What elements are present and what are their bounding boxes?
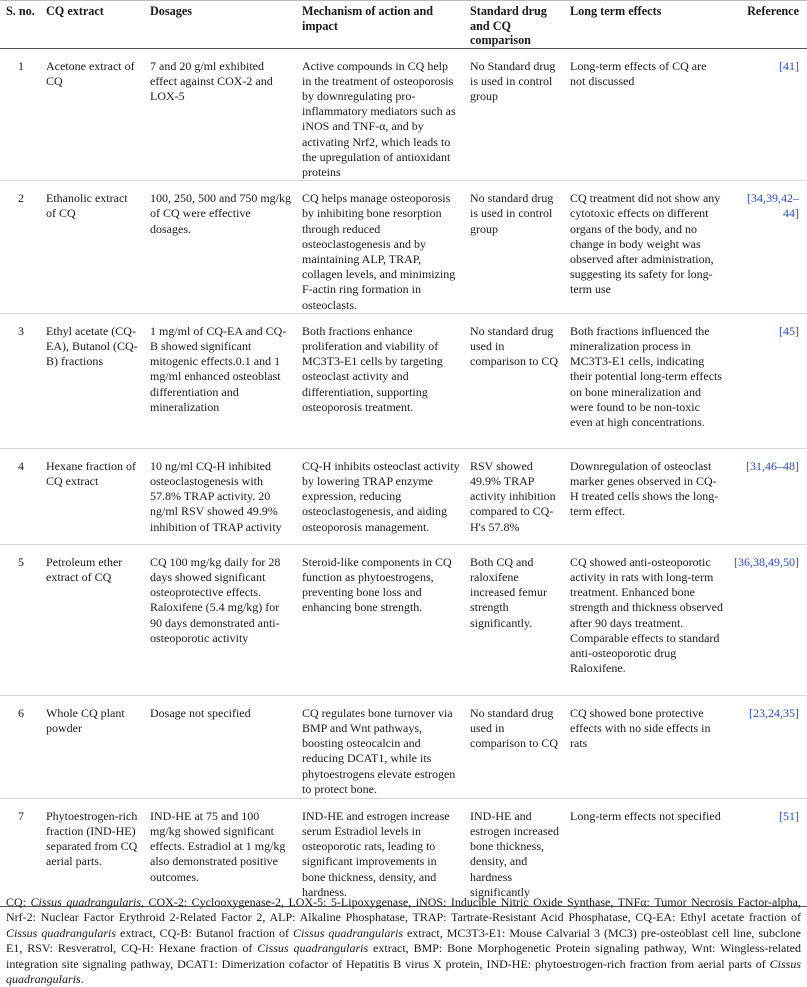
- cell-long-term: CQ treatment did not show any cytotoxic effects on different organs of the body, and no change in body weight was observed after administration, suggesting its safety for long-term use: [564, 181, 727, 314]
- reference-link[interactable]: [34,39,42–44]: [747, 191, 799, 221]
- cell-dosages: Dosage not specified: [144, 695, 296, 798]
- footnote-text: , COX-2: Cyclooxygenase-2, LOX-5: 5-Lipoxygenase, iNOS: Inducible Nitric Oxide Synthase, TNFα: Tumor Necrosis Factor-alpha, Nrf-2: Nuclear Factor Erythroid 2-Related Factor 2, ALP: Alkaline Phosphatase, TRAP: Tartrate-Resistant Acid Phosphatase, CQ-EA: Ethyl acetate fraction of: [6, 895, 801, 925]
- header-comparison: Standard drug and CQ comparison: [464, 1, 564, 49]
- cell-mechanism: Steroid-like components in CQ function as phytoestrogens, preventing bone loss and enhancing bone strength.: [296, 544, 464, 695]
- cell-long-term: CQ showed anti-osteoporotic activity in rats with long-term treatment. Enhanced bone strength and thickness observed after 90 days treatment. Comparable effects to standard anti-osteoporotic drug Raloxifene.: [564, 544, 727, 695]
- footnote-text: .: [80, 972, 84, 987]
- cell-sno: 7: [0, 798, 40, 906]
- cell-long-term: Downregulation of osteoclast marker genes observed in CQ-H treated cells shows the long-term effect.: [564, 448, 727, 544]
- cell-sno: 3: [0, 313, 40, 448]
- cell-reference: [727, 181, 807, 314]
- header-long-term: Long term effects: [564, 1, 727, 49]
- cell-sno: 2: [0, 181, 40, 314]
- table-row: [0, 181, 807, 314]
- header-extract: CQ extract: [40, 1, 144, 49]
- cell-extract: Hexane fraction of CQ extract: [40, 448, 144, 544]
- table-footnote: [6, 895, 801, 987]
- reference-link[interactable]: [36,38,49,50]: [734, 554, 799, 569]
- table-header-row: [0, 1, 807, 49]
- cell-reference: [727, 448, 807, 544]
- cell-comparison: RSV showed 49.9% TRAP activity inhibition compared to CQ-H's 57.8%: [464, 448, 564, 544]
- table-row: [0, 695, 807, 798]
- footnote-text: extract, CQ-B: Butanol fraction of: [116, 925, 294, 940]
- cell-reference: [727, 48, 807, 181]
- reference-link[interactable]: [45]: [779, 323, 799, 338]
- cell-comparison: No standard drug used in comparison to CQ: [464, 695, 564, 798]
- table-row: [0, 798, 807, 906]
- table-row: [0, 544, 807, 695]
- cell-dosages: 100, 250, 500 and 750 mg/kg of CQ were effective dosages.: [144, 181, 296, 314]
- cell-reference: [727, 695, 807, 798]
- cell-mechanism: CQ regulates bone turnover via BMP and Wnt pathways, boosting osteocalcin and reducing DCAT1, while its phytoestrogens elevate estrogen to protect bone.: [296, 695, 464, 798]
- cell-long-term: CQ showed bone protective effects with no side effects in rats: [564, 695, 727, 798]
- footnote-text: extract, MC3T3-E1: Mouse Calvarial 3 (MC3) pre-osteoblast cell line, subclone E1, RSV: Resveratrol, CQ-H: Hexane fraction of: [6, 925, 801, 956]
- reference-link[interactable]: [23,24,35]: [749, 705, 799, 720]
- footnote-species-name: Cissus quadrangularis: [30, 895, 142, 909]
- cell-mechanism: CQ helps manage osteoporosis by inhibiting bone resorption through reduced osteoclastogenesis and by maintaining ALP, TRAP, collagen levels, and minimizing F-actin ring formation in osteoclasts.: [296, 181, 464, 314]
- cell-extract: Acetone extract of CQ: [40, 48, 144, 181]
- cell-extract: Ethyl acetate (CQ-EA), Butanol (CQ-B) fractions: [40, 313, 144, 448]
- header-reference: Reference: [727, 1, 807, 49]
- cell-extract: Ethanolic extract of CQ: [40, 181, 144, 314]
- footnote-text: CQ:: [6, 895, 31, 909]
- cell-sno: 1: [0, 48, 40, 181]
- cell-dosages: CQ 100 mg/kg daily for 28 days showed significant osteoprotective effects. Raloxifene (5.4 mg/kg) for 90 days demonstrated anti-osteoporotic activity: [144, 544, 296, 695]
- cell-mechanism: Both fractions enhance proliferation and viability of MC3T3-E1 cells by targeting osteoclast activity and differentiation, supporting osteoporosis treatment.: [296, 313, 464, 448]
- cell-sno: 5: [0, 544, 40, 695]
- cell-dosages: IND-HE at 75 and 100 mg/kg showed significant effects. Estradiol at 1 mg/kg also demonstrated positive outcomes.: [144, 798, 296, 906]
- cell-comparison: Both CQ and raloxifene increased femur strength significantly.: [464, 544, 564, 695]
- cell-comparison: No standard drug used in comparison to CQ: [464, 313, 564, 448]
- footnote-species-name: Cissus quadrangularis: [293, 925, 404, 940]
- cell-long-term: Long-term effects of CQ are not discussed: [564, 48, 727, 181]
- cell-comparison: No Standard drug is used in control group: [464, 48, 564, 181]
- cell-comparison: No standard drug is used in control group: [464, 181, 564, 314]
- cell-mechanism: Active compounds in CQ help in the treatment of osteoporosis by downregulating pro-inflammatory mediators such as iNOS and TNF-α, and by activating Nrf2, which leads to the upregulation of antioxidant proteins: [296, 48, 464, 181]
- cell-comparison: IND-HE and estrogen increased bone thickness, density, and hardness significantly: [464, 798, 564, 906]
- footnote-species-name: Cissus quadrangularis: [6, 956, 801, 987]
- header-dosages: Dosages: [144, 1, 296, 49]
- cell-long-term: Both fractions influenced the mineralization process in MC3T3-E1 cells, indicating their potential long-term effects on bone mineralization and were found to be non-toxic even at high concentrations.: [564, 313, 727, 448]
- cell-reference: [727, 798, 807, 906]
- cell-extract: Whole CQ plant powder: [40, 695, 144, 798]
- cell-reference: [727, 313, 807, 448]
- cell-mechanism: IND-HE and estrogen increase serum Estradiol levels in osteoporotic rats, leading to significant improvements in bone thickness, density, and hardness.: [296, 798, 464, 906]
- cell-sno: 4: [0, 448, 40, 544]
- footnote-text: extract, BMP: Bone Morphogenetic Protein signaling pathway, Wnt: Wingless-related integration site signaling pathway, DCAT1: Dimerization cofactor of Hepatitis B virus X protein, IND-HE: phytoestrogen-rich fraction from aerial parts of: [6, 941, 801, 971]
- cell-reference: [727, 544, 807, 695]
- table-row: [0, 48, 807, 181]
- reference-link[interactable]: [41]: [779, 58, 799, 73]
- cell-extract: Petroleum ether extract of CQ: [40, 544, 144, 695]
- header-mechanism: Mechanism of action and impact: [296, 1, 464, 49]
- cell-dosages: 7 and 20 g/ml exhibited effect against COX-2 and LOX-5: [144, 48, 296, 181]
- footnote-species-name: Cissus quadrangularis: [257, 941, 369, 956]
- reference-link[interactable]: [51]: [779, 808, 799, 823]
- cell-sno: 6: [0, 695, 40, 798]
- cell-mechanism: CQ-H inhibits osteoclast activity by lowering TRAP enzyme expression, reducing osteoclastogenesis, and aiding osteoporosis management.: [296, 448, 464, 544]
- table-row: [0, 448, 807, 544]
- cell-extract: Phytoestrogen-rich fraction (IND-HE) separated from CQ aerial parts.: [40, 798, 144, 906]
- cell-dosages: 10 ng/ml CQ-H inhibited osteoclastogenesis with 57.8% TRAP activity. 20 ng/ml RSV showed 49.9% inhibition of TRAP activity: [144, 448, 296, 544]
- cell-dosages: 1 mg/ml of CQ-EA and CQ-B showed significant mitogenic effects.0.1 and 1 mg/ml enhanced osteoblast differentiation and mineralization: [144, 313, 296, 448]
- table-row: [0, 313, 807, 448]
- footnote-species-name: Cissus quadrangularis: [6, 925, 117, 940]
- header-sno: S. no.: [0, 1, 40, 49]
- reference-link[interactable]: [31,46–48]: [746, 458, 799, 473]
- cell-long-term: Long-term effects not specified: [564, 798, 727, 906]
